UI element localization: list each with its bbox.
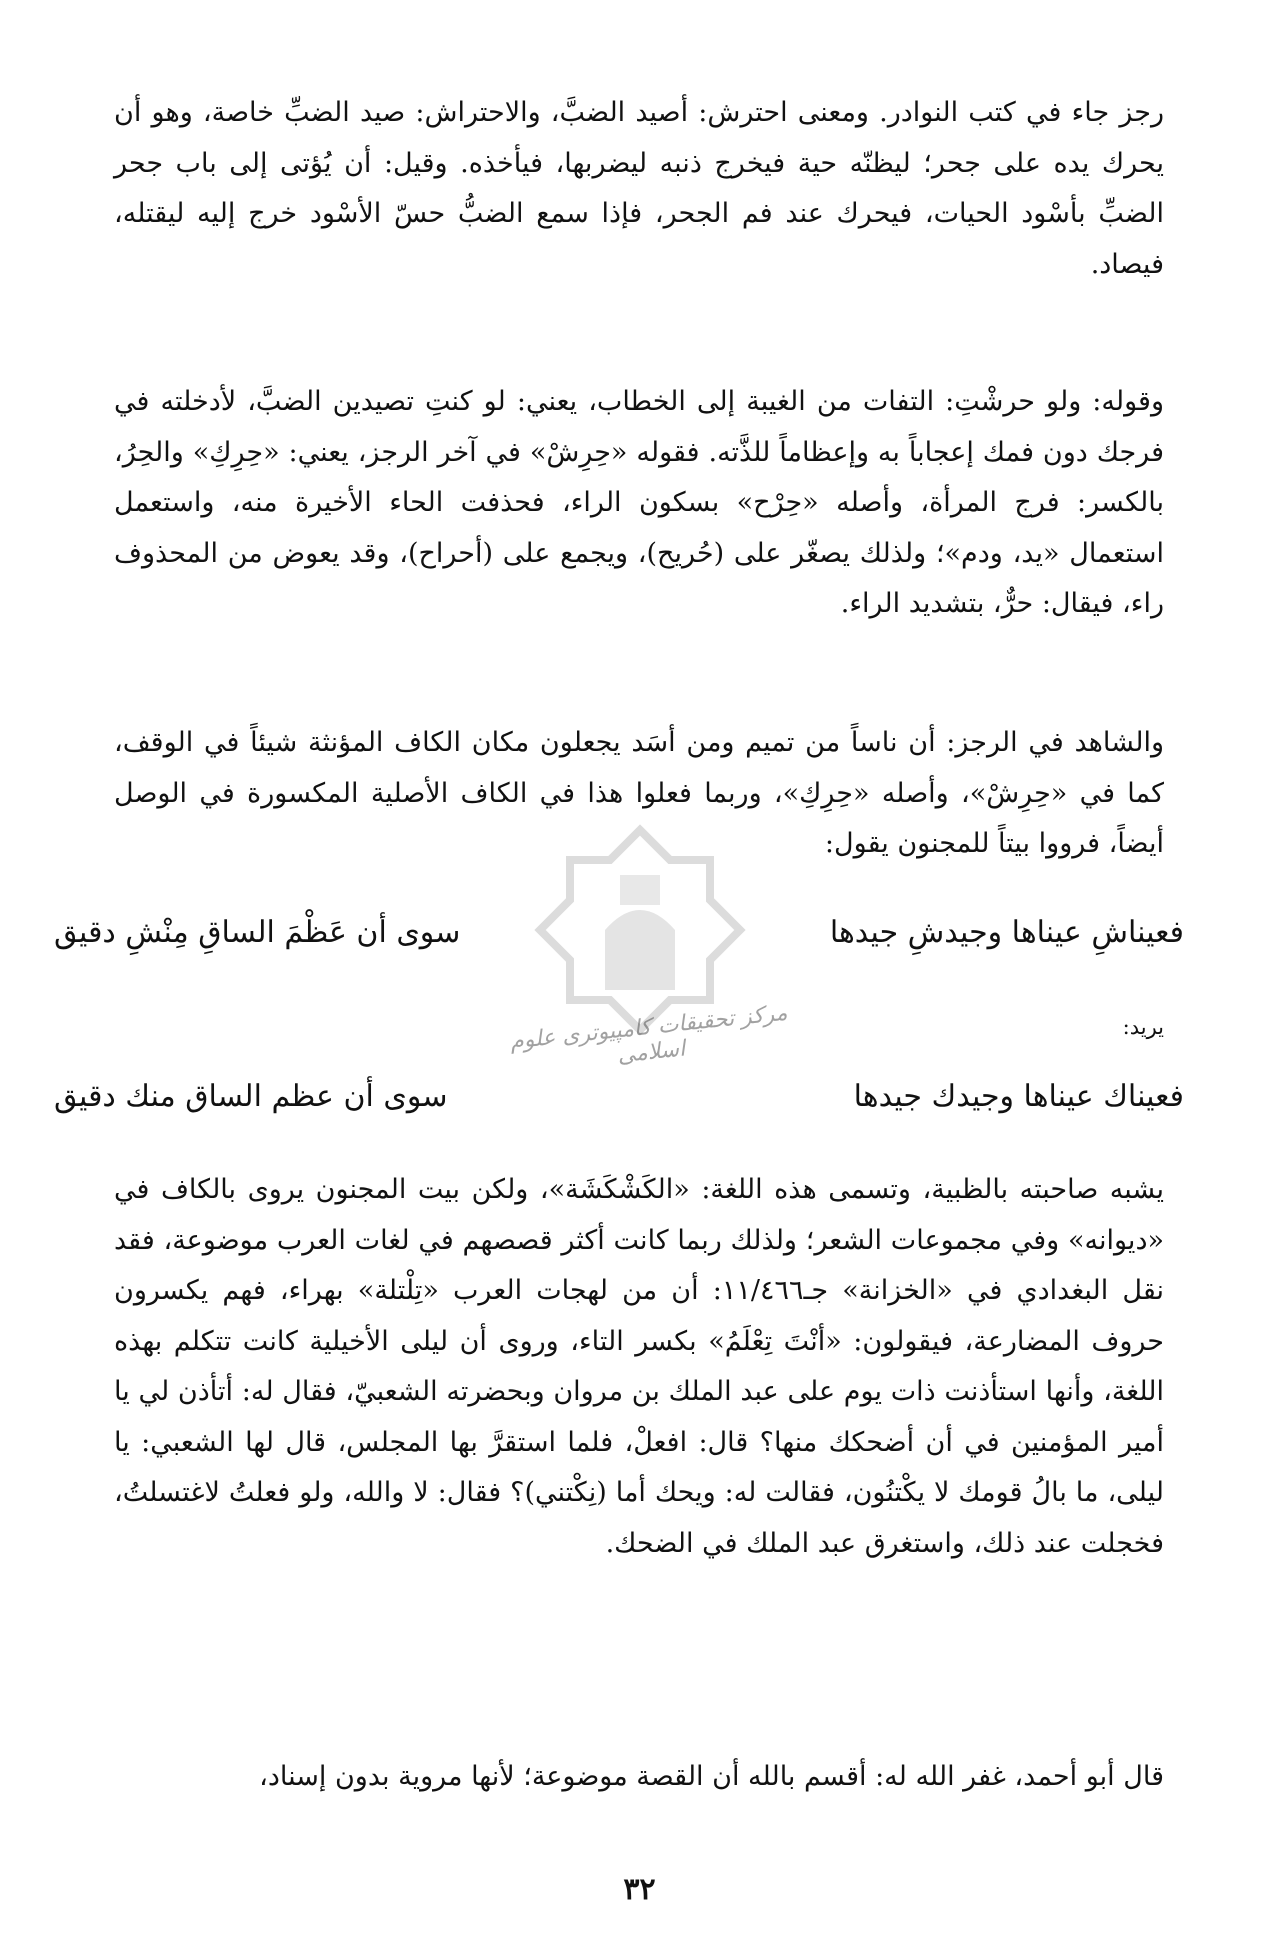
paragraph-3: والشاهد في الرجز: أن ناساً من تميم ومن أسَد يجعلون مكان الكاف المؤنثة شيئاً في الوقف، كما في «حِرِشْ»، وأصله «حِرِكِ»، وربما فعلوا هذا في الكاف الأصلية المكسورة في الوصل أيضاً، فرووا بيتاً للمجنون يقول: <box>114 727 1164 859</box>
verse-second-hemistich: سوى أن عَظْمَ الساقِ مِنْشِ دقيق <box>54 915 461 950</box>
yurid-label: يريد: <box>1122 1015 1164 1039</box>
paragraph-2: وقوله: ولو حرشْتِ: التفات من الغيبة إلى الخطاب، يعني: لو كنتِ تصيدين الضبَّ، لأدخلته في فرجك دون فمك إعجاباً به وإعظاماً للذَّته. فقوله «حِرِشْ» في آخر الرجز، يعني: «حِرِكِ» والحِرُ، بالكسر: فرج المرأة، وأصله «حِرْح» بسكون الراء، فحذفت الحاء الأخيرة منه، واستعمل استعمال «يد، ودم»؛ ولذلك يصغّر على (حُريح)، ويجمع على (أحراح)، وقد يعوض من المحذوف راء، فيقال: حرٌّ، بتشديد الراء. <box>114 386 1164 619</box>
verse-second-hemistich: سوى أن عظم الساق منك دقيق <box>54 1079 448 1114</box>
paragraph-5: قال أبو أحمد، غفر الله له: أقسم بالله أن القصة موضوعة؛ لأنها مروية بدون إسناد، <box>259 1761 1164 1792</box>
verse-first-hemistich: فعيناشِ عيناها وجيدشِ جيدها <box>829 915 1184 950</box>
verse-first-hemistich: فعيناك عيناها وجيدك جيدها <box>853 1079 1184 1114</box>
page-number: ٣٢ <box>623 1872 656 1907</box>
verse-intended <box>54 1072 1184 1122</box>
paragraph-4: يشبه صاحبته بالظبية، وتسمى هذه اللغة: «الكَشْكَشَة»، ولكن بيت المجنون يروى بالكاف في «ديوانه» وفي مجموعات الشعر؛ ولذلك ربما كانت أكثر قصصهم في لغات العرب موضوعة، فقد نقل البغدادي في «الخزانة» جـ١١/٤٦٦: أن من لهجات العرب «تِلْتلة» بهراء، فهم يكسرون حروف المضارعة، فيقولون: «أنْتَ تِعْلَمُ» بكسر التاء، وروى أن ليلى الأخيلية كانت تتكلم بهذه اللغة، وأنها استأذنت ذات يوم على عبد الملك بن مروان وبحضرته الشعبيّ، فقال له: أتأذن لي يا أمير المؤمنين في أن أضحكك منها؟ قال: افعلْ، فلما استقرَّ بها المجلس، قال لها الشعبي: يا ليلى، ما بالُ قومك لا يكْتنُون، فقالت له: ويحك أما (نِكْتني)؟ فقال: لا والله، ولو فعلتُ لاغتسلتُ، فخجلت عند ذلك، واستغرق عبد الملك في الضحك. <box>114 1174 1165 1559</box>
watermark-text: مرکز تحقیقات کامپیوتری علوم اسلامی <box>508 1000 789 1069</box>
paragraph-1: رجز جاء في كتب النوادر. ومعنى احترش: أصيد الضبَّ، والاحتراش: صيد الضبِّ خاصة، وهو أن يحرك يده على جحر؛ ليظنّه حية فيخرج ذنبه ليضربها، فيأخذه. وقيل: أن يُؤتى إلى باب جحر الضبِّ بأسْود الحيات، فيحرك عند فم الجحر، فإذا سمع الضبُّ حسّ الأسْود خرج إليه ليقتله، فيصاد. <box>114 97 1165 280</box>
